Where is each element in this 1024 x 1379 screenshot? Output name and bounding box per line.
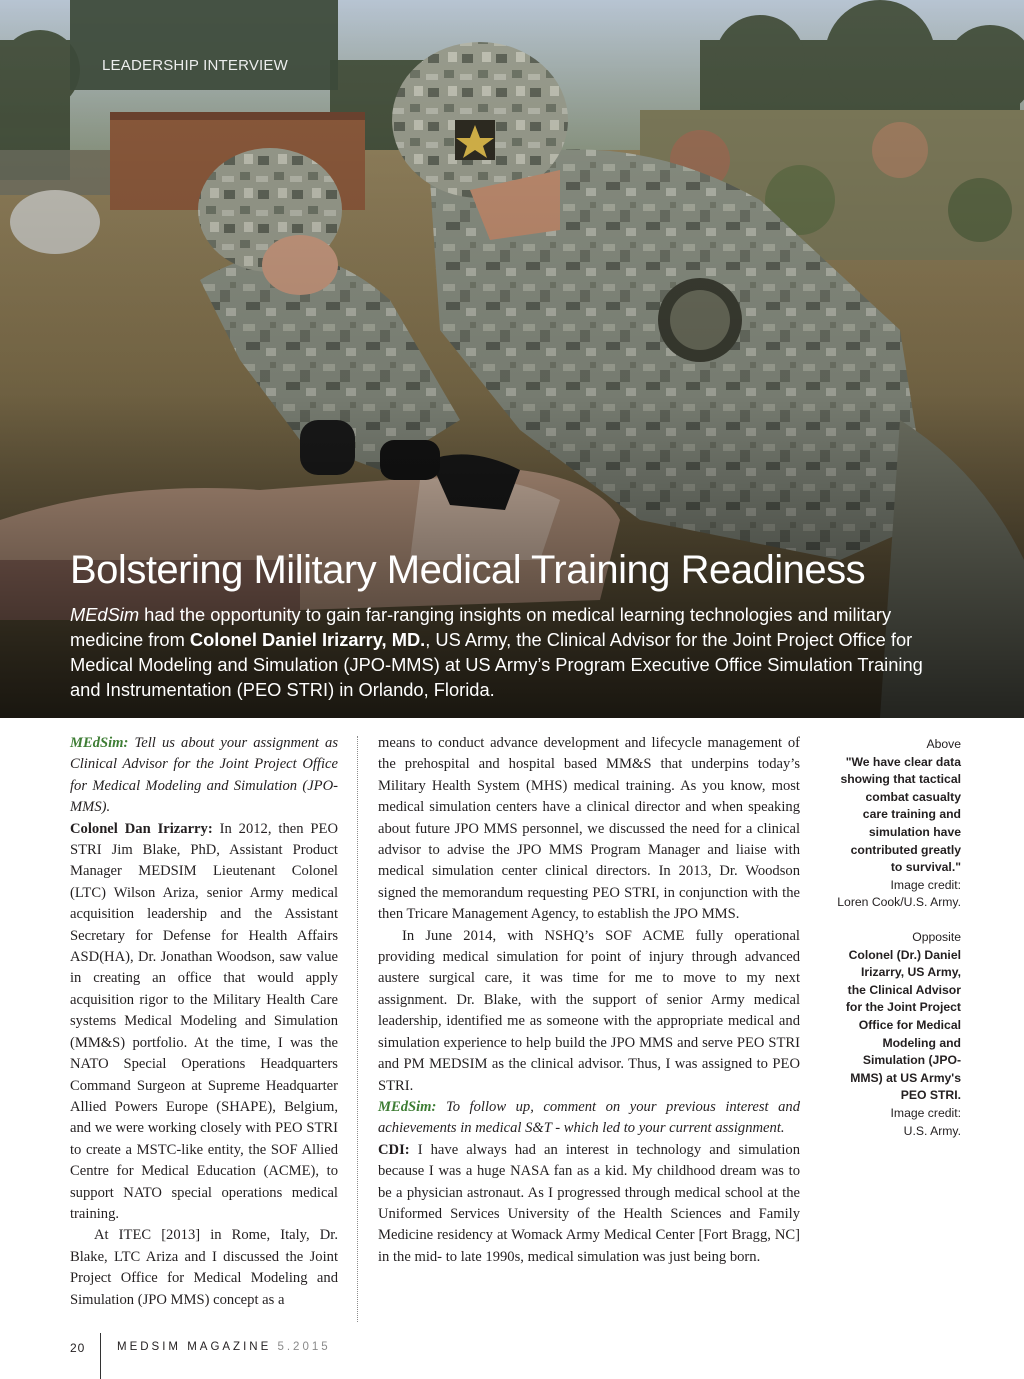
standfirst-text-2: , US Army, the Clinical Advisor for the Joint Project Office for Medical Modeling and Simulation (JPO-MMS) at US Army’s Program Executive Office Simulation Training and Instrumentation (PEO STRI) in Orlando, Florida. [70,629,923,700]
caption-line: combat casualty [865,789,961,804]
article-column-1 [70,733,338,1311]
article-standfirst [70,602,950,702]
caption-line: contributed greatly [850,842,961,857]
caption-line: the Clinical Advisor [847,982,961,997]
caption-line: MMS) at US Army's [850,1070,961,1085]
caption-line: to survival." [890,860,961,875]
question-1 [70,733,338,819]
question-2 [378,1097,800,1140]
caption-opposite-credit: U.S. Army. [903,1123,961,1138]
question-1-text: Tell us about your assignment as Clinical Advisor for the Joint Project Office for Medical Modeling and Simulation (JPO-MMS). [70,735,338,816]
answer-2-label: CDI: [378,1141,410,1158]
magazine-name: MEDSIM MAGAZINE [117,1341,272,1353]
question-2-label: MEdSim: [378,1098,437,1115]
caption-line: "We have clear data [845,754,961,769]
caption-opposite-text [818,947,961,1105]
caption-line: Irizarry, US Army, [860,965,961,980]
caption-above [818,736,961,912]
caption-line: Simulation (JPO- [862,1053,961,1068]
paragraph-june-2014: In June 2014, with NSHQ’s SOF ACME fully operational providing medical simulation for point of injury through advanced austere surgical care, it was time for me to move to my next assignment. Dr. Blake, with the support of senior Army medical leadership, identified me as someone with the appropriate medical and simulation experience to help build the JPO MMS and serve PEO STRI and PM MEDSIM as the clinical advisor. Thus, I was assigned to PEO STRI. [378,927,800,1094]
caption-line: Office for Medical [858,1017,961,1032]
caption-above-credit: Loren Cook/U.S. Army. [837,895,961,910]
answer-2 [378,1140,800,1268]
standfirst-brand: MEdSim [70,604,140,625]
caption-opposite [818,929,961,1140]
caption-line: Modeling and [882,1035,961,1050]
paragraph-itec: At ITEC [2013] in Rome, Italy, Dr. Blake, LTC Ariza and I discussed the Joint Project Office for Medical Modeling and Simulation (JPO MMS) concept as a [70,1227,338,1308]
caption-above-quote [818,754,961,877]
caption-line: for the Joint Project [845,1000,961,1015]
column-divider [357,736,358,1322]
paragraph-continued: means to conduct advance development and lifecycle management of the prehospital and hospital based MM&S that underpins today’s Military Health System (MHS) medical training. As you know, most medical simulation centers have a clinical director and when speaking about future JPO MMS personnel, we discussed the need for a clinical advisor to advise the JPO MMS Program Manager and liaise with medical simulation center clinical directors. In 2013, Dr. Woodson signed the memorandum requesting PEO STRI, in conjunction with the then Tricare Management Agency, to establish the JPO MMS. [378,735,800,923]
question-1-label: MEdSim: [70,735,129,751]
answer-1 [70,819,338,1226]
caption-line: care training and [862,807,961,822]
footer-masthead [117,1341,331,1353]
caption-line: Colonel (Dr.) Daniel [848,947,961,962]
caption-opposite-label: Opposite [912,930,961,944]
caption-line: simulation have [868,824,961,839]
section-label: LEADERSHIP INTERVIEW [102,57,288,74]
standfirst-text-1: had the opportunity to gain far-ranging insights on medical learning technologies and military medicine from [70,604,892,650]
section-tab [70,0,338,90]
standfirst-interviewee: Colonel Daniel Irizarry, MD. [189,629,426,650]
caption-line: showing that tactical [840,772,961,787]
caption-above-label: Above [926,737,961,751]
answer-1-label: Colonel Dan Irizarry: [70,820,213,837]
answer-1-text: In 2012, then PEO STRI Jim Blake, PhD, Assistant Product Manager MEDSIM Lieutenant Colonel (LTC) Wilson Ariza, senior Army medical acquisition leadership and the Assistant Secretary for Defense for Health Affairs ASD(HA), Dr. Jonathan Woodson, saw value in creating an office that would apply acquisition rigor to the Military Health Care systems Medical Modeling and Simulation (MM&S) portfolio. At the time, I was the NATO Special Operations Headquarters Command Surgeon at Supreme Headquarter Allied Powers Europe (SHAPE), Belgium, and we were working closely with PEO STRI to create a MSTC-like entity, the SOF Allied Centre for Medical Education (ACME), to support NATO special operations medical training. [70,820,338,1222]
question-2-text: To follow up, comment on your previous interest and achievements in medical S&T - which led to your current assignment. [378,1098,800,1137]
caption-opposite-credit-label: Image credit: [890,1105,961,1120]
page-number: 20 [70,1341,86,1355]
issue-date: 5.2015 [277,1341,331,1353]
footer-divider [100,1333,101,1379]
caption-line: PEO STRI. [900,1088,961,1103]
answer-2-text: I have always had an interest in technology and simulation because I was a huge NASA fan as a kid. My childhood dream was to be a physician astronaut. As I progressed through medical school at the Uniformed Services University of the Health Sciences and Family Medicine residency at Womack Army Medical Center [Fort Bragg, NC] in the mid- to late 1990s, medical simulation was just being born. [378,1141,800,1265]
caption-above-credit-label: Image credit: [890,877,961,892]
article-column-2 [378,733,800,1268]
article-title: Bolstering Military Medical Training Readiness [70,548,866,592]
